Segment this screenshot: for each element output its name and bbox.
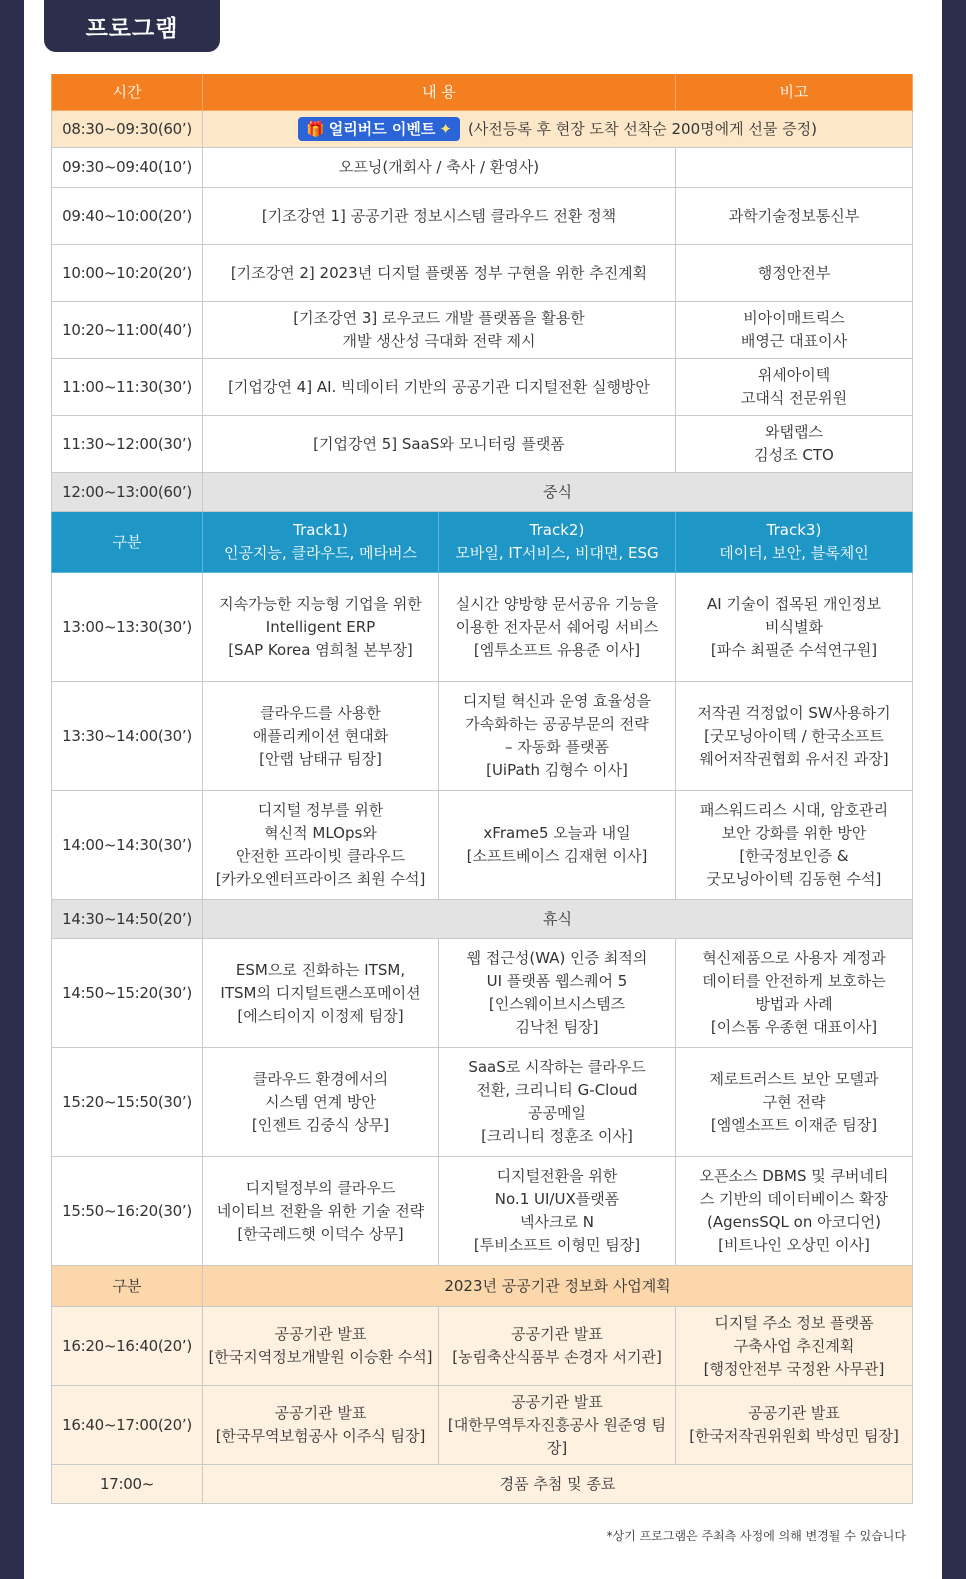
- lunch-row: 12:00~13:00(60’) 중식: [52, 473, 913, 512]
- header-note: 비고: [676, 74, 913, 111]
- track-2-header: Track2) 모바일, IT서비스, 비대면, ESG: [439, 512, 676, 573]
- break-row: 14:30~14:50(20’) 휴식: [52, 900, 913, 939]
- early-bird-row: [52, 111, 913, 148]
- track-3-header: Track3) 데이터, 보안, 블록체인: [676, 512, 913, 573]
- early-content: [203, 111, 913, 148]
- table-header-row: [52, 74, 913, 111]
- track-session-row: 13:00~13:30(30’) 지속가능한 지능형 기업을 위한 Intelligent ERP [SAP Korea 염희철 본부장] 실시간 양방향 문서공유 기능을 이용한 전자문서 쉐어링 서비스 [엠투소프트 유용준 이사] AI 기술이 접목된 개인정보 비식별화 [파수 최필준 수석연구원]: [52, 573, 913, 682]
- gov-section-title: 2023년 공공기관 정보화 사업계획: [203, 1266, 913, 1307]
- track-session-row: 14:50~15:20(30’) ESM으로 진화하는 ITSM, ITSM의 디지털트랜스포메이션 [에스티이지 이정제 팀장] 웹 접근성(WA) 인증 최적의 UI 플랫폼 웹스퀘어 5 [인스웨이브시스템즈 김낙천 팀장] 혁신제품으로 사용자 계정과 데이터를 안전하게 보호하는 방법과 사례 [이스톰 우종현 대표이사]: [52, 939, 913, 1048]
- gift-icon: 🎁: [306, 120, 325, 138]
- header-time: 시간: [52, 74, 203, 111]
- session-row: 09:30~09:40(10’) 오프닝(개회사 / 축사 / 환영사): [52, 148, 913, 188]
- program-tab-title: 프로그램: [44, 0, 220, 52]
- early-time: 08:30~09:30(60’): [52, 111, 203, 148]
- program-table: [51, 74, 913, 1504]
- early-bird-badge: 🎁 얼리버드 이벤트 ✦: [298, 117, 460, 141]
- closing-row: 17:00~ 경품 추첨 및 종료: [52, 1465, 913, 1504]
- track-session-row: 14:00~14:30(30’) 디지털 정부를 위한 혁신적 MLOps와 안전한 프라이빗 클라우드 [카카오엔터프라이즈 최원 수석] xFrame5 오늘과 내일 [소프트베이스 김재현 이사] 패스워드리스 시대, 암호관리 보안 강화를 위한 방안 [한국정보인증 & 굿모닝아이텍 김동현 수석]: [52, 791, 913, 900]
- gov-session-row: 16:20~16:40(20’) 공공기관 발표 [한국지역정보개발원 이승환 수석] 공공기관 발표 [농림축산식품부 손경자 서기관] 디지털 주소 정보 플랫폼 구축사업 추진계획 [행정안전부 국정완 사무관]: [52, 1307, 913, 1386]
- track-session-row: 13:30~14:00(30’) 클라우드를 사용한 애플리케이션 현대화 [안랩 남태규 팀장] 디지털 혁신과 운영 효율성을 가속화하는 공공부문의 전략 – 자동화 플랫폼 [UiPath 김형수 이사] 저작권 걱정없이 SW사용하기 [굿모닝아이텍 / 한국소프트 웨어저작권협회 유서진 과장]: [52, 682, 913, 791]
- session-row: 10:00~10:20(20’) [기조강연 2] 2023년 디지털 플랫폼 정부 구현을 위한 추진계획 행정안전부: [52, 245, 913, 302]
- header-content: 내 용: [203, 74, 676, 111]
- session-row: 10:20~11:00(40’) [기조강연 3] 로우코드 개발 플랫폼을 활용한 개발 생산성 극대화 전략 제시 비아이매트릭스 배영근 대표이사: [52, 302, 913, 359]
- track-header-label: 구분: [52, 512, 203, 573]
- gov-header-row: 구분 2023년 공공기관 정보화 사업계획: [52, 1266, 913, 1307]
- session-row: 11:00~11:30(30’) [기업강연 4] AI. 빅데이터 기반의 공공기관 디지털전환 실행방안 위세아이텍 고대식 전문위원: [52, 359, 913, 416]
- track-1-header: Track1) 인공지능, 클라우드, 메타버스: [203, 512, 439, 573]
- gov-session-row: 16:40~17:00(20’) 공공기관 발표 [한국무역보험공사 이주식 팀장] 공공기관 발표 [대한무역투자진흥공사 원준영 팀장] 공공기관 발표 [한국저작권위원회 박성민 팀장]: [52, 1386, 913, 1465]
- track-session-row: 15:50~16:20(30’) 디지털정부의 클라우드 네이티브 전환을 위한 기술 전략 [한국레드햇 이덕수 상무] 디지털전환을 위한 No.1 UI/UX플랫폼 넥사크로 N [투비소프트 이형민 팀장] 오픈소스 DBMS 및 쿠버네티 스 기반의 데이터베이스 확장 (AgensSQL on 아코디언) [비트나인 오상민 이사]: [52, 1157, 913, 1266]
- confetti-icon: ✦: [439, 120, 452, 138]
- footnote: *상기 프로그램은 주최측 사정에 의해 변경될 수 있습니다: [606, 1529, 906, 1543]
- session-row: 11:30~12:00(30’) [기업강연 5] SaaS와 모니터링 플랫폼 와탭랩스 김성조 CTO: [52, 416, 913, 473]
- early-bird-text: (사전등록 후 현장 도착 선착순 200명에게 선물 증정): [467, 120, 817, 138]
- track-header-row: [52, 512, 913, 573]
- session-row: 09:40~10:00(20’) [기조강연 1] 공공기관 정보시스템 클라우드 전환 정책 과학기술정보통신부: [52, 188, 913, 245]
- track-session-row: 15:20~15:50(30’) 클라우드 환경에서의 시스템 연계 방안 [인젠트 김중식 상무] SaaS로 시작하는 클라우드 전환, 크리니티 G-Cloud 공공메일 [크리니티 정훈조 이사] 제로트러스트 보안 모델과 구현 전략 [엠엘소프트 이재준 팀장]: [52, 1048, 913, 1157]
